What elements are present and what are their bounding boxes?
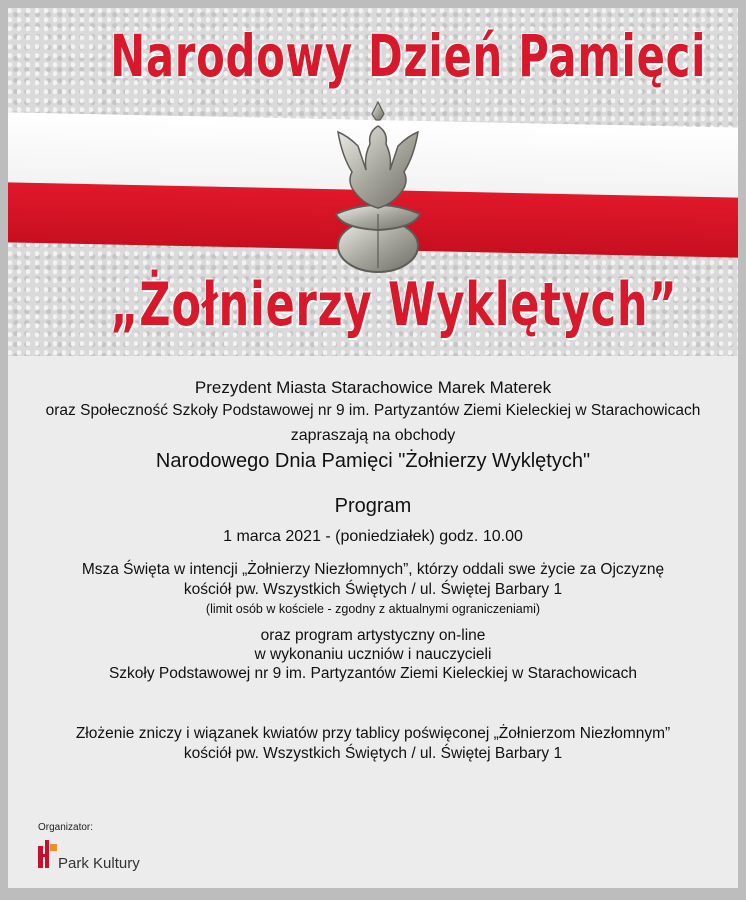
banner-title-bottom: „Żołnierzy Wyklętych” [110, 270, 678, 340]
poster [8, 8, 738, 888]
program-date: 1 marca 2021 - (poniedziałek) godz. 10.00 [223, 528, 523, 545]
park-kultury-logo-icon [38, 838, 58, 870]
mass-description: Msza Święta w intencji „Żołnierzy Niezłomnych”, którzy oddali swe życie za Ojczyznę [81, 561, 665, 578]
eagle-emblem-icon [318, 96, 438, 276]
organizer-label: Organizator: [38, 822, 94, 833]
content [8, 356, 738, 763]
banner-title-top: Narodowy Dzień Pamięci [110, 22, 707, 90]
program-heading: Program [334, 495, 412, 517]
mass-place: kościół pw. Wszystkich Świętych / ul. Świętej Barbary 1 [183, 581, 563, 598]
invitation-title: Narodowego Dnia Pamięci "Żołnierzy Wyklętych" [155, 450, 591, 472]
invitation-line-2: oraz Społeczność Szkoły Podstawowej nr 9 im. Partyzantów Ziemi Kieleckiej w Starachowicach [45, 402, 701, 419]
artistic-line-1: oraz program artystyczny on-line [260, 627, 486, 644]
organizer-name: Park Kultury [58, 855, 140, 872]
invitation-line-1: Prezydent Miasta Starachowice Marek Materek [194, 378, 552, 397]
invitation-line-3: zapraszają na obchody [290, 427, 456, 444]
artistic-line-2: w wykonaniu uczniów i nauczycieli [254, 646, 492, 663]
banner [8, 8, 738, 356]
limit-note: (limit osób w kościele - zgodny z aktualnymi ograniczeniami) [205, 602, 541, 616]
wreath-description: Złożenie zniczy i wiązanek kwiatów przy tablicy poświęconej „Żołnierzom Niezłomnym” [75, 725, 671, 742]
wreath-place: kościół pw. Wszystkich Świętych / ul. Świętej Barbary 1 [183, 745, 563, 762]
artistic-line-3: Szkoły Podstawowej nr 9 im. Partyzantów Ziemi Kieleckiej w Starachowicach [108, 665, 638, 682]
